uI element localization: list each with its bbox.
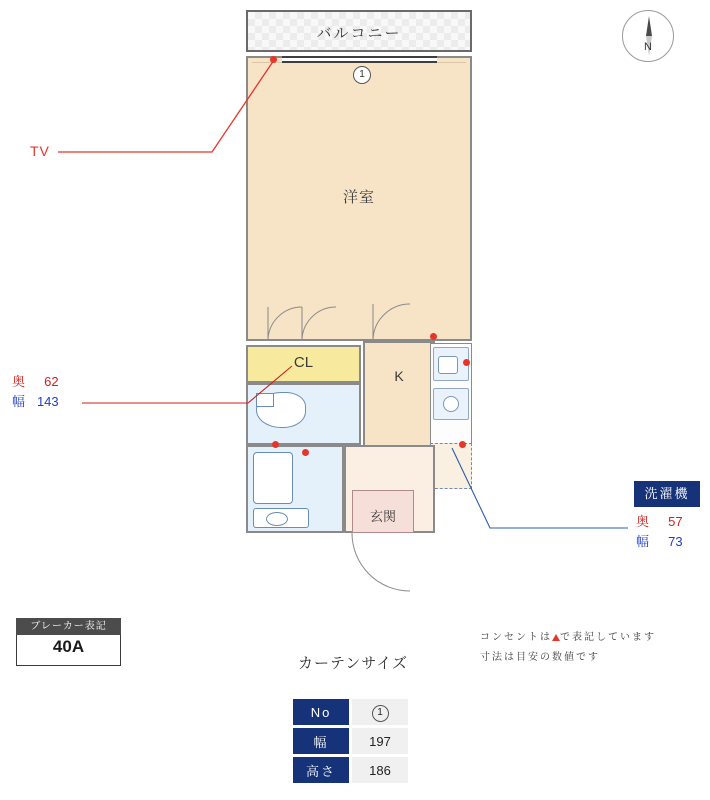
table-row bbox=[293, 728, 408, 754]
breaker-value: 40A bbox=[52, 637, 85, 656]
washer-depth-value: 57 bbox=[668, 514, 683, 529]
compass-rose bbox=[622, 10, 674, 62]
closet-width-value: 143 bbox=[36, 394, 59, 409]
balcony-label: バルコニー bbox=[316, 25, 402, 42]
outlet-triangle-icon bbox=[552, 634, 560, 641]
sink-bowl-icon bbox=[438, 356, 458, 374]
legend-note-line1-after: で表記しています bbox=[560, 632, 656, 643]
table-row bbox=[293, 699, 408, 725]
outlet-marker-kitchen-top bbox=[430, 333, 437, 340]
stove-burner-icon bbox=[443, 396, 459, 412]
legend-notes bbox=[480, 628, 656, 668]
compass-north-letter: N bbox=[644, 41, 652, 53]
bathtub-icon bbox=[253, 452, 293, 504]
curtain-row-header-2: 高さ bbox=[293, 757, 349, 783]
curtain-row-header-0: No bbox=[293, 699, 349, 725]
curtain-row-value-0 bbox=[352, 699, 408, 725]
washer-dimensions-callout bbox=[636, 512, 683, 552]
closet-depth-label: 奥 bbox=[12, 374, 26, 389]
toilet-tank-icon bbox=[256, 393, 274, 407]
washer-width-row bbox=[636, 532, 683, 552]
window-number-badge: 1 bbox=[353, 66, 371, 84]
closet-label: CL bbox=[293, 354, 314, 371]
curtain-row-value-2: 186 bbox=[352, 757, 408, 783]
balcony-window bbox=[282, 56, 437, 63]
legend-note-line2: 寸法は目安の数値です bbox=[480, 652, 600, 663]
kitchen-area bbox=[363, 341, 435, 449]
washer-width-value: 73 bbox=[668, 534, 683, 549]
outlet-marker-kitchen-right bbox=[463, 359, 470, 366]
outlet-marker-washer bbox=[459, 441, 466, 448]
compass-north-needle-icon bbox=[646, 16, 652, 36]
curtain-row-value-1: 197 bbox=[352, 728, 408, 754]
outlet-marker-tv bbox=[270, 56, 277, 63]
tv-outlet-label: TV bbox=[30, 143, 50, 159]
kitchen-label: K bbox=[394, 368, 404, 384]
outlet-marker-bath bbox=[302, 449, 309, 456]
curtain-size-table bbox=[290, 696, 411, 786]
entry-label: 玄関 bbox=[369, 509, 396, 524]
closet-depth-row bbox=[12, 372, 59, 392]
washer-badge: 洗濯機 bbox=[634, 481, 700, 507]
curtain-row-header-1: 幅 bbox=[293, 728, 349, 754]
closet-width-label: 幅 bbox=[12, 394, 26, 409]
washer-width-label: 幅 bbox=[636, 534, 650, 549]
washer-depth-label: 奥 bbox=[636, 514, 650, 529]
table-row bbox=[293, 757, 408, 783]
main-room-label: 洋室 bbox=[342, 189, 375, 206]
breaker-header: ブレーカー表記 bbox=[16, 618, 121, 635]
curtain-number-badge: 1 bbox=[372, 705, 389, 722]
closet-width-row bbox=[12, 392, 59, 412]
curtain-size-title: カーテンサイズ bbox=[298, 655, 409, 672]
washer-space-area bbox=[430, 443, 472, 489]
closet-dimensions-callout bbox=[12, 372, 59, 412]
outlet-marker-toilet bbox=[272, 441, 279, 448]
legend-note-line1-before: コンセントは bbox=[480, 632, 552, 643]
washer-depth-row bbox=[636, 512, 683, 532]
closet-depth-value: 62 bbox=[44, 374, 59, 389]
legend-note-line1 bbox=[480, 628, 656, 648]
washbasin-icon bbox=[266, 512, 288, 526]
